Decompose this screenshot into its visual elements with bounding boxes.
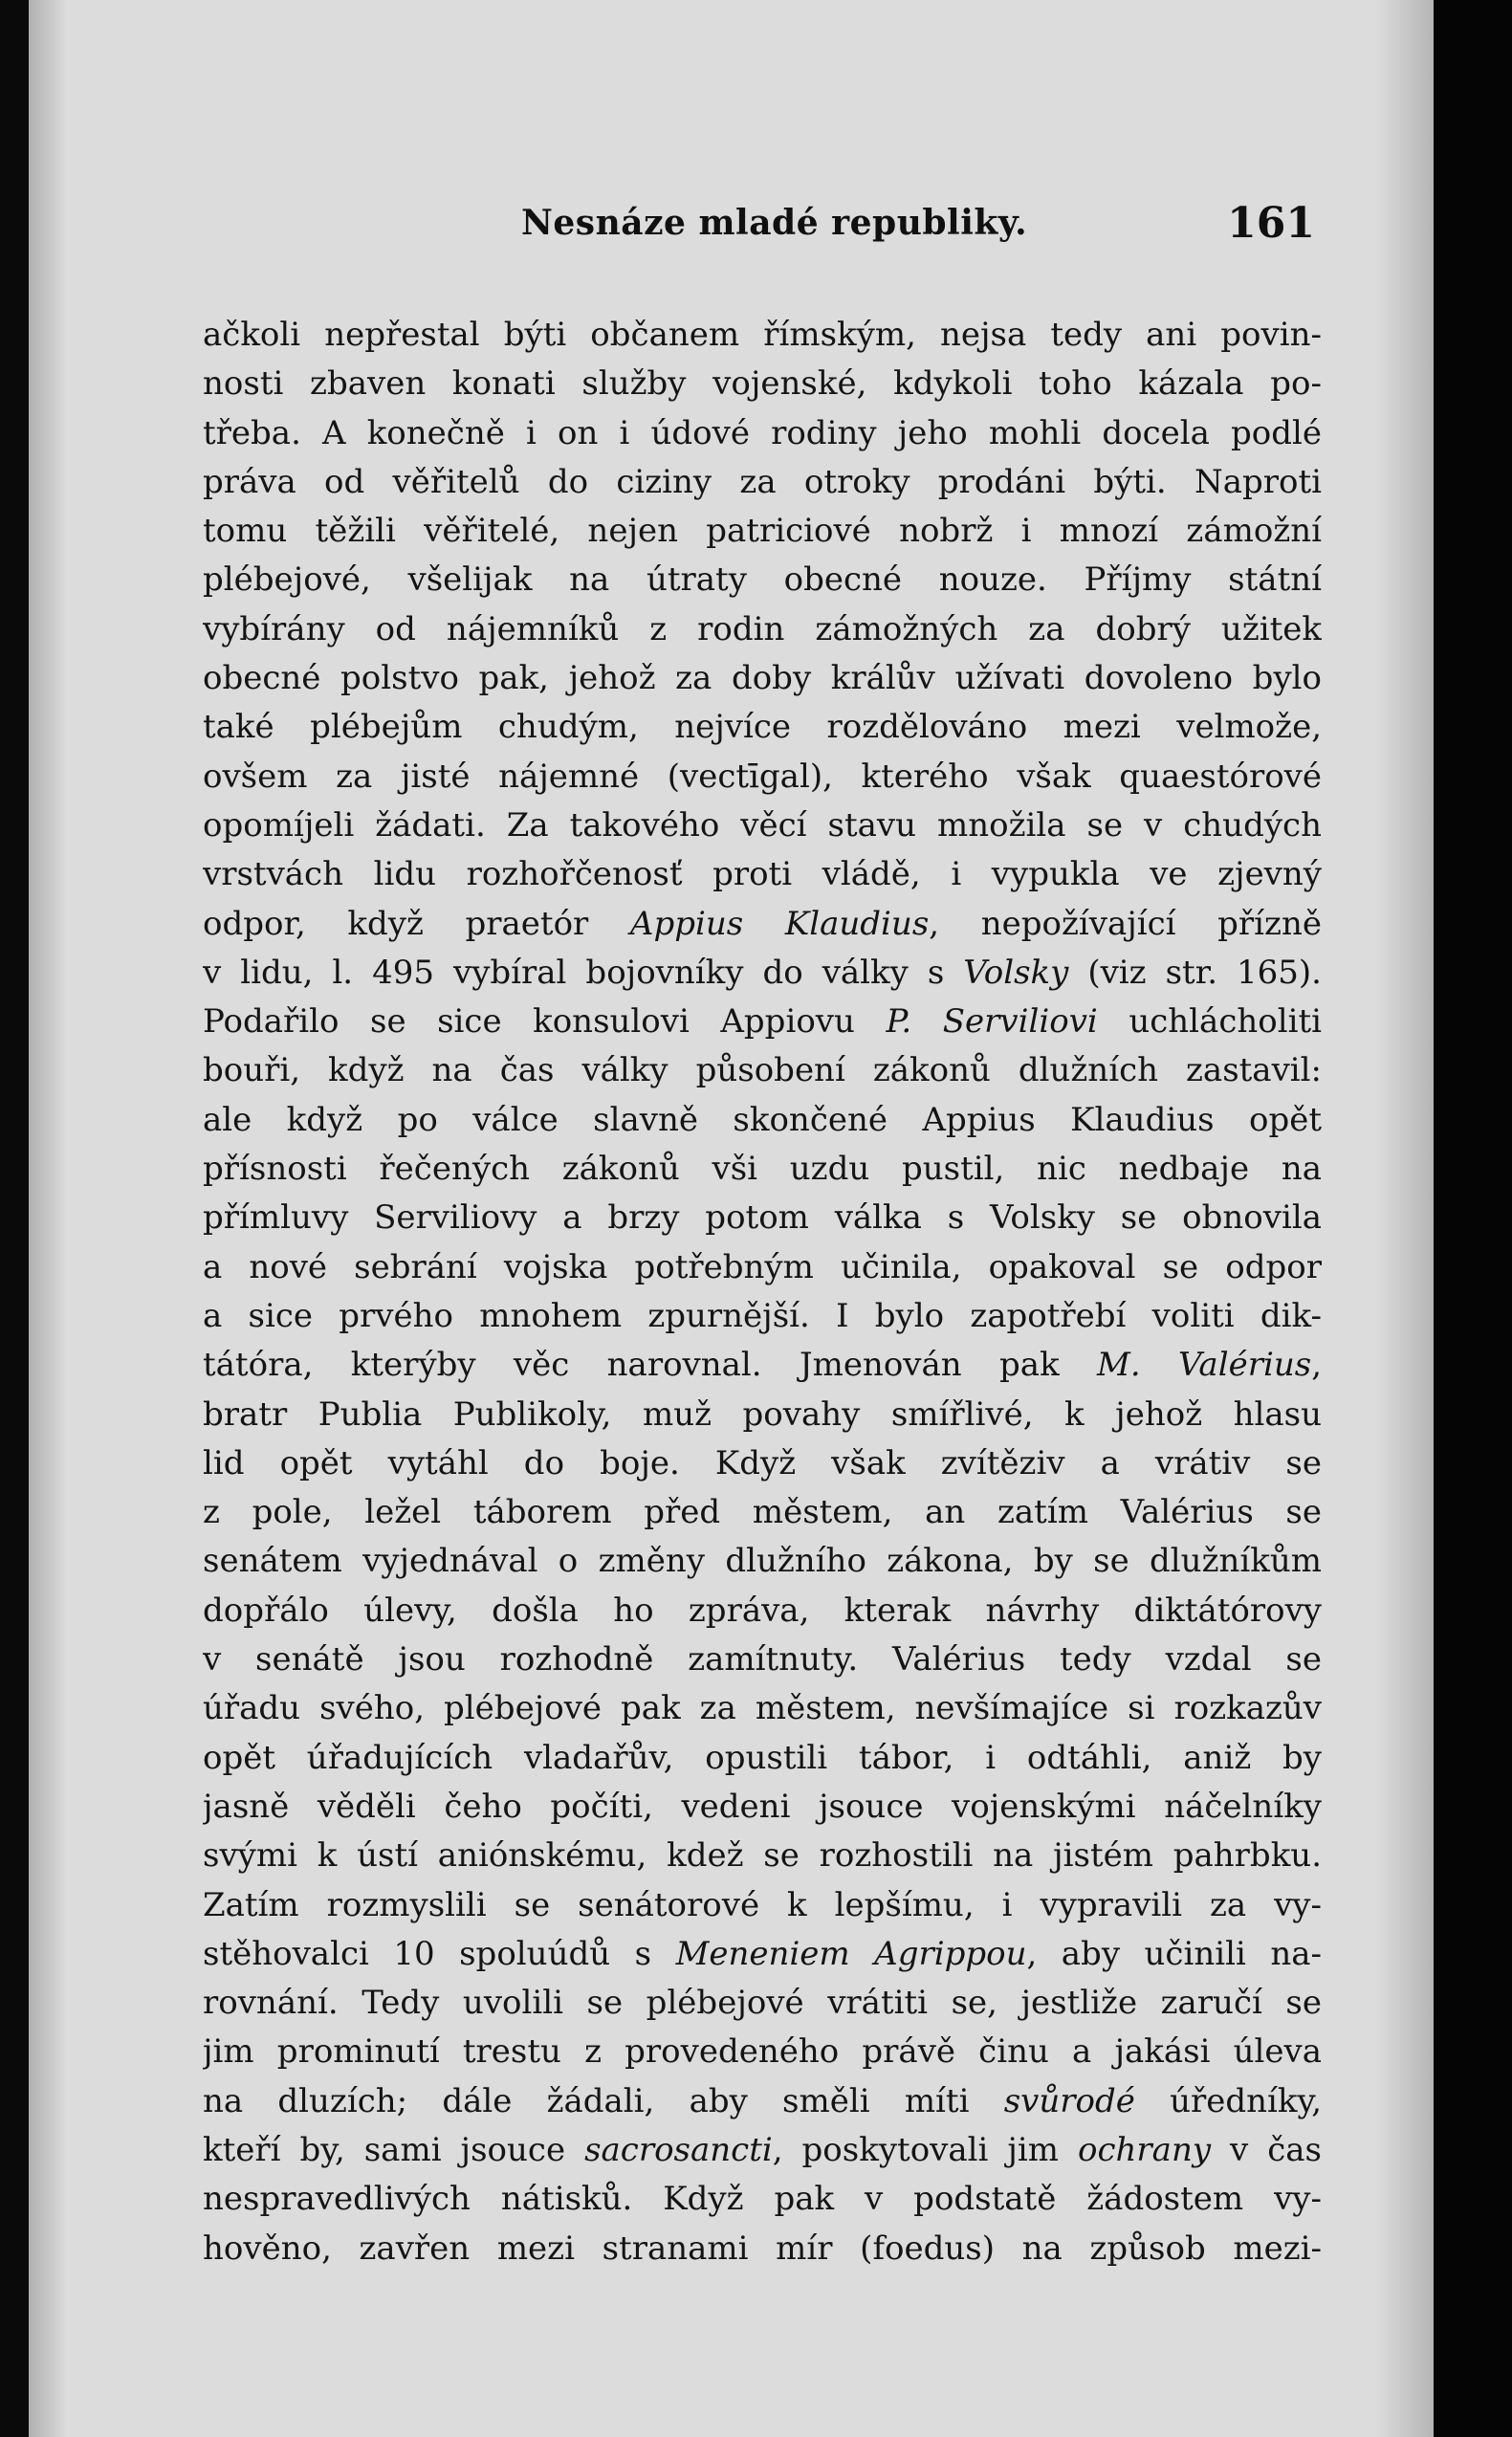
text-segment: stěhovalci 10 spoluúdů s bbox=[203, 1934, 676, 1973]
text-segment: na dluzích; dále žádali, aby směli míti bbox=[203, 2081, 1004, 2120]
text-line bbox=[203, 1439, 1322, 1488]
italic-phrase: P. Serviliovi bbox=[886, 1002, 1098, 1042]
text-segment: , bbox=[1311, 1346, 1322, 1385]
text-segment: a sice prvého mnohem zpurnější. I bylo zapotřebí voliti dik- bbox=[203, 1296, 1322, 1335]
text-line bbox=[203, 605, 1322, 654]
text-line bbox=[203, 507, 1322, 556]
text-line bbox=[203, 753, 1322, 801]
italic-phrase: M. Valérius bbox=[1097, 1346, 1312, 1385]
text-segment: přísnosti řečených zákonů vši uzdu pustil, nic nedbaje na bbox=[203, 1150, 1322, 1189]
text-segment: senátem vyjednával o změny dlužního zákona, by se dlužníkům bbox=[203, 1542, 1322, 1581]
text-segment: jim prominutí trestu z provedeného právě činu a jakási úleva bbox=[203, 2032, 1322, 2072]
text-segment: Podařilo se sice konsulovi Appiovu bbox=[203, 1002, 887, 1042]
text-segment: (viz str. 165). bbox=[1068, 953, 1322, 992]
text-line bbox=[203, 1046, 1322, 1095]
text-segment: úřadu svého, plébejové pak za městem, nevšímajíce si rozkazův bbox=[203, 1689, 1322, 1728]
text-line bbox=[203, 1096, 1322, 1145]
text-segment: vybírány od nájemníků z rodin zámožných za dobrý užitek bbox=[203, 609, 1322, 648]
text-line bbox=[203, 2175, 1322, 2224]
text-line bbox=[203, 1684, 1322, 1733]
running-header-title: Nesnáze mladé republiky. bbox=[521, 203, 1028, 243]
text-segment: lid opět vytáhl do boje. Když však zvítěziv a vrátiv se bbox=[203, 1443, 1322, 1482]
text-segment: kteří by, sami jsouce bbox=[203, 2130, 585, 2169]
text-line bbox=[203, 1488, 1322, 1537]
text-line bbox=[203, 1930, 1322, 1979]
text-line bbox=[203, 2077, 1322, 2126]
italic-phrase: Appius Klaudius bbox=[629, 904, 930, 943]
text-segment: hověno, zavřen mezi stranami mír (foedus) na způsob mezi- bbox=[203, 2228, 1322, 2268]
text-segment: přímluvy Serviliovy a brzy potom válka s Volsky se obnovila bbox=[203, 1198, 1322, 1238]
text-segment: svými k ústí aniónskému, kdež se rozhostili na jistém pahrbku. bbox=[203, 1836, 1322, 1876]
text-segment: nespravedlivých nátisků. Když pak v podstatě žádostem vy- bbox=[203, 2180, 1322, 2219]
text-segment: ačkoli nepřestal býti občanem římským, nejsa tedy ani povin- bbox=[203, 316, 1322, 354]
text-segment: bratr Publia Publikoly, muž povahy smířlivé, k jehož hlasu bbox=[203, 1394, 1322, 1434]
text-line bbox=[203, 850, 1322, 899]
text-segment: v lidu, l. 495 vybíral bojovníky do války s bbox=[203, 953, 964, 992]
text-segment: jasně věděli čeho počíti, vedeni jsouce vojenskými náčelníky bbox=[203, 1787, 1322, 1826]
scan-right-border bbox=[1434, 0, 1512, 2437]
text-segment: , aby učinili na- bbox=[1026, 1934, 1322, 1973]
text-segment: v senátě jsou rozhodně zamítnuty. Valérius tedy vzdal se bbox=[203, 1640, 1322, 1680]
text-segment: tomu těžili věřitelé, nejen patriciové nobrž i mnozí zámožní bbox=[203, 512, 1322, 551]
text-line bbox=[203, 801, 1322, 850]
text-segment: Zatím rozmyslili se senátorové k lepšímu, i vypravili za vy- bbox=[203, 1885, 1322, 1924]
text-segment: a nové sebrání vojska potřebným učinila, opakoval se odpor bbox=[203, 1247, 1322, 1286]
text-segment: práva od věřitelů do ciziny za otroky prodáni býti. Naproti bbox=[203, 462, 1322, 501]
text-line bbox=[203, 311, 1322, 360]
text-line bbox=[203, 1979, 1322, 2028]
text-line bbox=[203, 2225, 1322, 2273]
italic-phrase: svůrodé bbox=[1003, 2081, 1135, 2120]
text-segment: také plébejům chudým, nejvíce rozdělováno mezi velmože, bbox=[203, 708, 1322, 747]
italic-phrase: Volsky bbox=[963, 953, 1069, 992]
text-segment: ale když po válce slavně skončené Appius Klaudius opět bbox=[203, 1100, 1322, 1139]
text-segment: ovšem za jisté nájemné (vectīgal), kterého však quaestórové bbox=[203, 757, 1322, 796]
text-segment: rovnání. Tedy uvolili se plébejové vrátiti se, jestliže zaručí se bbox=[203, 1984, 1322, 2023]
text-line bbox=[203, 1194, 1322, 1242]
text-line bbox=[203, 1243, 1322, 1292]
text-line bbox=[203, 360, 1322, 408]
text-segment: z pole, ležel táborem před městem, an zatím Valérius se bbox=[203, 1493, 1322, 1532]
text-line bbox=[203, 998, 1322, 1046]
italic-phrase: ochrany bbox=[1078, 2130, 1212, 2169]
text-line bbox=[203, 1734, 1322, 1783]
text-segment: plébejové, všelijak na útraty obecné nouze. Příjmy státní bbox=[203, 560, 1322, 600]
italic-phrase: sacrosancti bbox=[584, 2130, 773, 2169]
text-segment: opomíjeli žádati. Za takového věcí stavu množila se v chudých bbox=[203, 805, 1322, 845]
text-segment: vrstvách lidu rozhořčenosť proti vládě, i vypukla ve zjevný bbox=[203, 855, 1322, 894]
text-segment: obecné polstvo pak, jehož za doby králův užívati dovoleno bylo bbox=[203, 659, 1322, 698]
text-segment: tátóra, kterýby věc narovnal. Jmenován pak bbox=[203, 1346, 1098, 1385]
scan-left-shadow bbox=[29, 0, 67, 2437]
text-segment: , poskytovali jim bbox=[772, 2130, 1079, 2169]
text-line bbox=[203, 1587, 1322, 1636]
text-segment: odpor, když praetór bbox=[203, 904, 630, 943]
text-segment: opět úřadujících vladařův, opustili tábor, i odtáhli, aniž by bbox=[203, 1738, 1322, 1777]
text-line bbox=[203, 900, 1322, 949]
scan-right-shadow bbox=[1376, 0, 1434, 2437]
text-line bbox=[203, 1783, 1322, 1832]
text-segment: , nepožívající přízně bbox=[929, 904, 1322, 943]
text-line bbox=[203, 1636, 1322, 1684]
page-number: 161 bbox=[1227, 199, 1315, 248]
text-line bbox=[203, 654, 1322, 703]
text-segment: v čas bbox=[1211, 2130, 1322, 2169]
text-line bbox=[203, 2126, 1322, 2175]
text-line bbox=[203, 1341, 1322, 1390]
text-line bbox=[203, 703, 1322, 752]
text-line bbox=[203, 1145, 1322, 1194]
text-line bbox=[203, 2028, 1322, 2076]
text-line bbox=[203, 556, 1322, 604]
text-line bbox=[203, 409, 1322, 458]
text-line bbox=[203, 949, 1322, 998]
text-segment: uchlácholiti bbox=[1097, 1002, 1322, 1042]
text-line bbox=[203, 1832, 1322, 1880]
text-segment: úředníky, bbox=[1134, 2081, 1322, 2120]
text-line bbox=[203, 1881, 1322, 1930]
text-segment: dopřálo úlevy, došla ho zpráva, kterak návrhy diktátórovy bbox=[203, 1591, 1322, 1630]
text-segment: bouři, když na čas války působení zákonů dlužních zastavil: bbox=[203, 1051, 1322, 1090]
text-segment: nosti zbaven konati služby vojenské, kdykoli toho kázala po- bbox=[203, 364, 1322, 404]
text-segment: třeba. A konečně i on i údové rodiny jeho mohli docela podlé bbox=[203, 413, 1322, 452]
scan-left-border bbox=[0, 0, 29, 2437]
text-line bbox=[203, 1537, 1322, 1586]
running-header bbox=[521, 199, 1315, 260]
body-text bbox=[203, 311, 1322, 2273]
text-line bbox=[203, 458, 1322, 507]
italic-phrase: Meneniem Agrippou bbox=[675, 1934, 1027, 1973]
text-line bbox=[203, 1292, 1322, 1341]
text-line bbox=[203, 1391, 1322, 1439]
